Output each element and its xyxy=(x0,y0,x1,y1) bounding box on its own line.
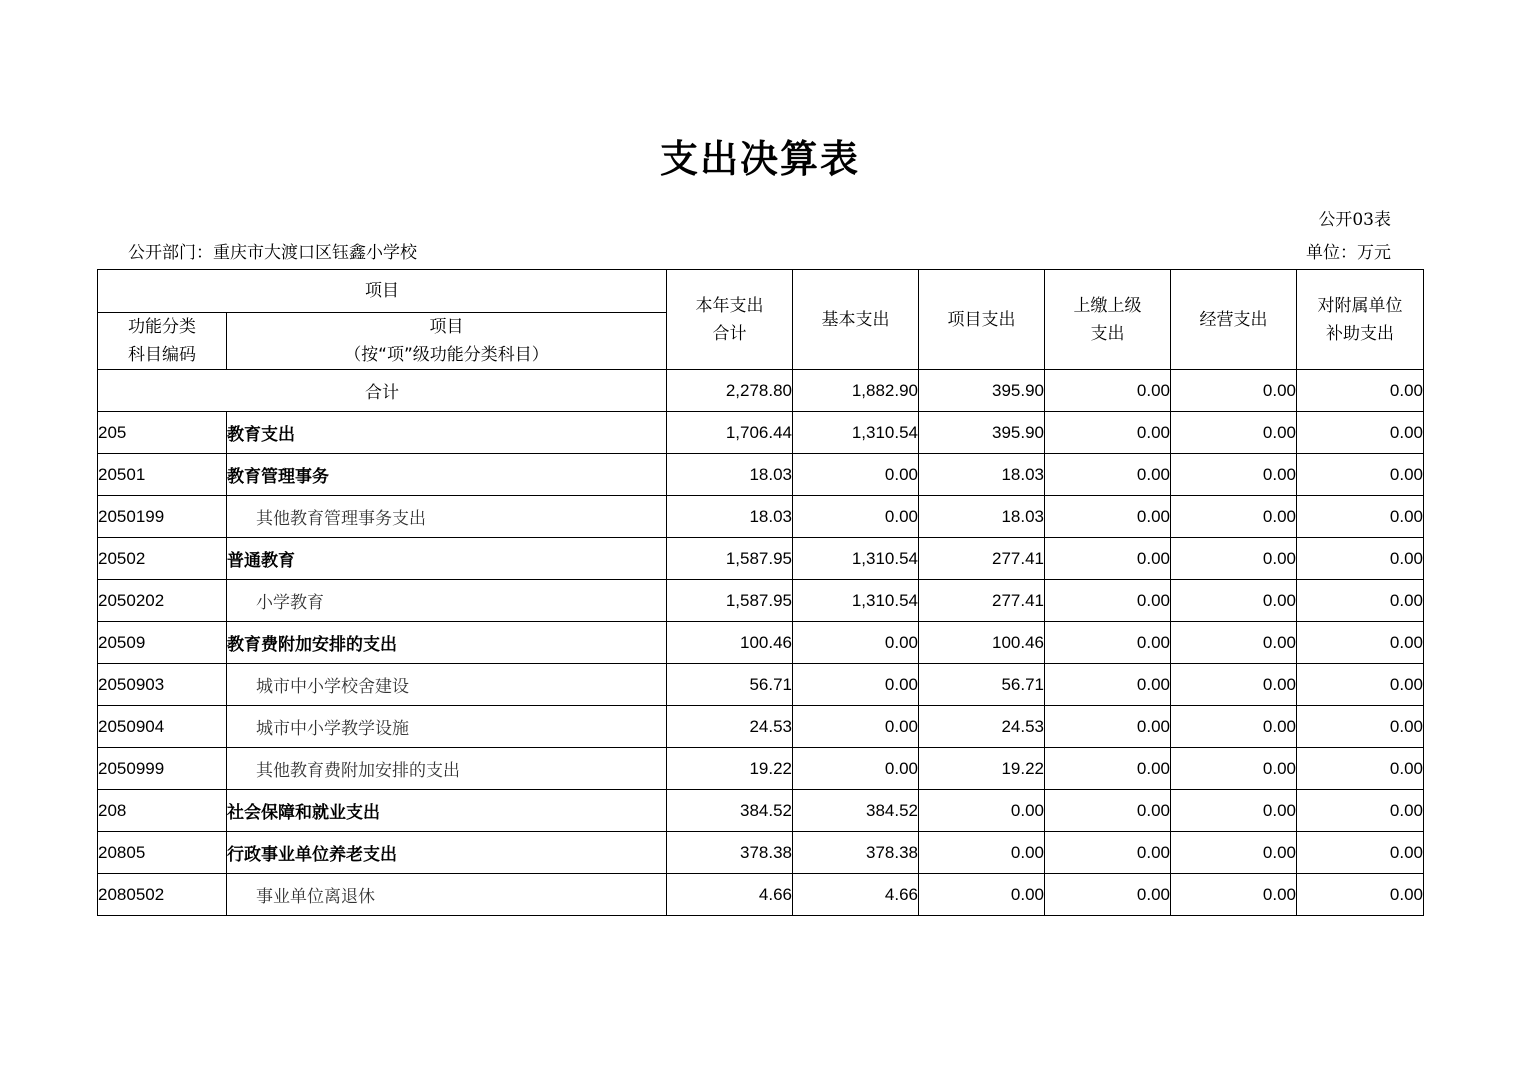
table-row xyxy=(98,538,1424,580)
header-item: 项目 （按“项”级功能分类科目） xyxy=(227,313,667,370)
row-value: 0.00 xyxy=(1045,454,1171,496)
row-value: 1,310.54 xyxy=(793,538,919,580)
row-value: 4.66 xyxy=(667,874,793,916)
row-code: 2080502 xyxy=(98,874,227,916)
row-value: 24.53 xyxy=(667,706,793,748)
row-value: 0.00 xyxy=(1171,706,1297,748)
row-code: 20805 xyxy=(98,832,227,874)
row-value: 0.00 xyxy=(1171,412,1297,454)
row-value: 0.00 xyxy=(1297,664,1424,706)
row-value: 384.52 xyxy=(793,790,919,832)
row-value: 0.00 xyxy=(1171,454,1297,496)
table-row xyxy=(98,622,1424,664)
header-operating: 经营支出 xyxy=(1171,270,1297,370)
header-group-item: 项目 xyxy=(98,270,667,313)
row-value: 0.00 xyxy=(1297,790,1424,832)
row-value: 1,587.95 xyxy=(667,538,793,580)
row-name: 普通教育 xyxy=(227,538,667,580)
total-label: 合计 xyxy=(98,370,667,412)
row-value: 0.00 xyxy=(1045,664,1171,706)
row-value: 0.00 xyxy=(1171,622,1297,664)
header-total: 本年支出 合计 xyxy=(667,270,793,370)
row-value: 0.00 xyxy=(1045,622,1171,664)
row-value: 0.00 xyxy=(1171,538,1297,580)
row-name: 行政事业单位养老支出 xyxy=(227,832,667,874)
total-value: 0.00 xyxy=(1045,370,1171,412)
row-value: 0.00 xyxy=(1171,832,1297,874)
row-value: 0.00 xyxy=(1045,790,1171,832)
row-value: 0.00 xyxy=(1171,580,1297,622)
department-label: 公开部门：重庆市大渡口区钰鑫小学校 xyxy=(128,243,417,263)
row-value: 0.00 xyxy=(1297,874,1424,916)
row-value: 0.00 xyxy=(1297,832,1424,874)
row-value: 0.00 xyxy=(919,790,1045,832)
row-value: 0.00 xyxy=(1045,748,1171,790)
row-value: 0.00 xyxy=(1297,622,1424,664)
header-project: 项目支出 xyxy=(919,270,1045,370)
row-code: 2050904 xyxy=(98,706,227,748)
row-value: 378.38 xyxy=(793,832,919,874)
row-value: 0.00 xyxy=(1297,496,1424,538)
row-code: 2050903 xyxy=(98,664,227,706)
row-value: 100.46 xyxy=(919,622,1045,664)
row-value: 0.00 xyxy=(793,496,919,538)
row-code: 205 xyxy=(98,412,227,454)
row-value: 0.00 xyxy=(1171,790,1297,832)
form-number: 公开03表 xyxy=(1318,210,1391,230)
table-row xyxy=(98,748,1424,790)
total-value: 0.00 xyxy=(1171,370,1297,412)
row-value: 277.41 xyxy=(919,580,1045,622)
total-value: 1,882.90 xyxy=(793,370,919,412)
row-value: 0.00 xyxy=(1045,832,1171,874)
row-value: 395.90 xyxy=(919,412,1045,454)
table-row xyxy=(98,496,1424,538)
row-name: 教育费附加安排的支出 xyxy=(227,622,667,664)
row-name: 事业单位离退休 xyxy=(227,874,667,916)
header-upper: 上缴上级 支出 xyxy=(1045,270,1171,370)
row-value: 0.00 xyxy=(1297,412,1424,454)
row-name: 其他教育管理事务支出 xyxy=(227,496,667,538)
header-subsidiary: 对附属单位 补助支出 xyxy=(1297,270,1424,370)
table-row xyxy=(98,664,1424,706)
row-value: 0.00 xyxy=(1297,706,1424,748)
row-name: 城市中小学校舍建设 xyxy=(227,664,667,706)
row-value: 0.00 xyxy=(1297,580,1424,622)
row-value: 0.00 xyxy=(1171,496,1297,538)
row-value: 1,310.54 xyxy=(793,580,919,622)
row-value: 0.00 xyxy=(1045,874,1171,916)
row-value: 0.00 xyxy=(793,454,919,496)
row-value: 100.46 xyxy=(667,622,793,664)
row-value: 56.71 xyxy=(667,664,793,706)
row-value: 24.53 xyxy=(919,706,1045,748)
row-value: 0.00 xyxy=(793,706,919,748)
row-value: 1,706.44 xyxy=(667,412,793,454)
row-code: 208 xyxy=(98,790,227,832)
row-code: 2050999 xyxy=(98,748,227,790)
total-value: 0.00 xyxy=(1297,370,1424,412)
table-row xyxy=(98,454,1424,496)
expenditure-table xyxy=(97,269,1424,916)
row-name: 城市中小学教学设施 xyxy=(227,706,667,748)
total-row xyxy=(98,370,1424,412)
header-code: 功能分类 科目编码 xyxy=(98,313,227,370)
page-title: 支出决算表 xyxy=(659,137,860,181)
row-value: 0.00 xyxy=(1045,412,1171,454)
row-value: 18.03 xyxy=(667,496,793,538)
table-row xyxy=(98,874,1424,916)
table-row xyxy=(98,790,1424,832)
row-name: 其他教育费附加安排的支出 xyxy=(227,748,667,790)
row-value: 19.22 xyxy=(919,748,1045,790)
row-name: 社会保障和就业支出 xyxy=(227,790,667,832)
row-code: 2050199 xyxy=(98,496,227,538)
row-value: 0.00 xyxy=(1045,538,1171,580)
row-value: 0.00 xyxy=(1045,496,1171,538)
row-value: 18.03 xyxy=(919,496,1045,538)
row-code: 2050202 xyxy=(98,580,227,622)
total-value: 2,278.80 xyxy=(667,370,793,412)
row-value: 0.00 xyxy=(919,832,1045,874)
row-code: 20501 xyxy=(98,454,227,496)
table-row xyxy=(98,580,1424,622)
row-value: 0.00 xyxy=(1297,748,1424,790)
row-value: 378.38 xyxy=(667,832,793,874)
row-value: 0.00 xyxy=(1171,664,1297,706)
row-name: 教育支出 xyxy=(227,412,667,454)
table-row xyxy=(98,832,1424,874)
table-row xyxy=(98,412,1424,454)
row-value: 0.00 xyxy=(793,622,919,664)
row-value: 0.00 xyxy=(1171,748,1297,790)
row-value: 1,587.95 xyxy=(667,580,793,622)
row-value: 0.00 xyxy=(793,664,919,706)
row-code: 20509 xyxy=(98,622,227,664)
row-value: 0.00 xyxy=(793,748,919,790)
row-value: 18.03 xyxy=(919,454,1045,496)
header-basic: 基本支出 xyxy=(793,270,919,370)
row-value: 0.00 xyxy=(1045,706,1171,748)
row-value: 0.00 xyxy=(1045,580,1171,622)
row-value: 277.41 xyxy=(919,538,1045,580)
row-name: 教育管理事务 xyxy=(227,454,667,496)
unit-label: 单位：万元 xyxy=(1306,243,1391,263)
total-value: 395.90 xyxy=(919,370,1045,412)
row-value: 384.52 xyxy=(667,790,793,832)
row-name: 小学教育 xyxy=(227,580,667,622)
table-row xyxy=(98,706,1424,748)
row-value: 56.71 xyxy=(919,664,1045,706)
row-value: 19.22 xyxy=(667,748,793,790)
row-value: 1,310.54 xyxy=(793,412,919,454)
row-value: 4.66 xyxy=(793,874,919,916)
row-value: 0.00 xyxy=(1297,538,1424,580)
row-value: 0.00 xyxy=(1171,874,1297,916)
row-value: 0.00 xyxy=(919,874,1045,916)
row-value: 18.03 xyxy=(667,454,793,496)
row-value: 0.00 xyxy=(1297,454,1424,496)
row-code: 20502 xyxy=(98,538,227,580)
